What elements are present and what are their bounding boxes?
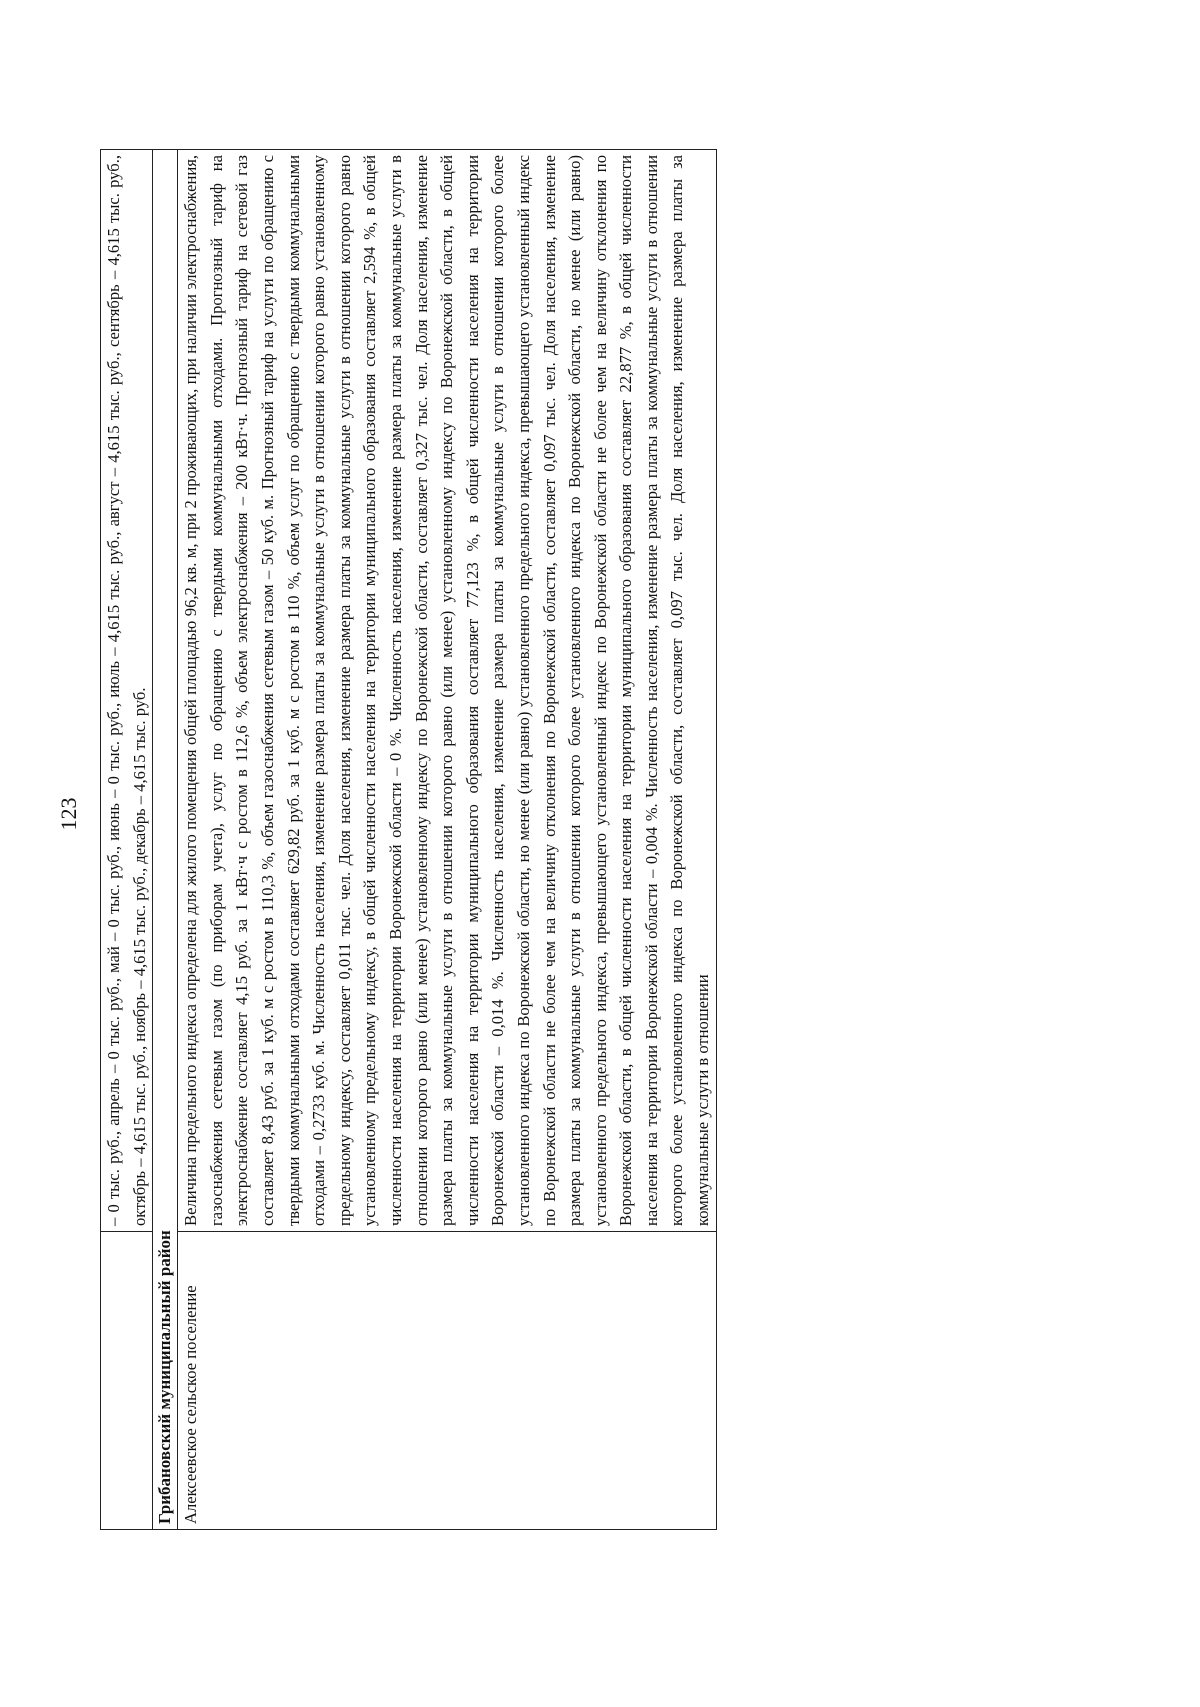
- tariff-table: [100, 149, 717, 1530]
- page-number: 123: [56, 797, 81, 831]
- empty-cell: [101, 1232, 153, 1530]
- table-row-section: [153, 150, 178, 1530]
- table-row-continuation: [101, 150, 153, 1530]
- settlement-description: Величина предельного индекса определена для жилого помещения общей площадью 96,2 кв. м, при 2 проживающих, при наличии электроснабжения, газоснабжения сетевым газом (по приборам учета), услуг по обращению с твердыми коммунальными отходами. Прогнозный тариф на электроснабжение составляет 4,15 руб. за 1 кВт·ч с ростом в 112,6 %, объем электроснабжения – 200 кВт·ч. Прогнозный тариф на сетевой газ составляет 8,43 руб. за 1 куб. м с ростом в 110,3 %, объем газоснабжения сетевым газом – 50 куб. м. Прогнозный тариф на услуги по обращению с твердыми коммунальными отходами составляет 629,82 руб. за 1 куб. м с ростом в 110 %, объем услуг по обращению с твердыми коммунальными отходами – 0,2733 куб. м. Численность населения, изменение размера платы за коммунальные услуги в отношении которого равно установленному предельному индексу, составляет 0,011 тыс. чел. Доля населения, изменение размера платы за коммунальные услуги в отношении которого равно установленному предельному индексу, в общей численности населения на территории муниципального образования составляет 2,594 %, в общей численности населения на территории Воронежской области – 0 %. Численность населения, изменение размера платы за коммунальные услуги в отношении которого равно (или менее) установленному индексу по Воронежской области, составляет 0,327 тыс. чел. Доля населения, изменение размера платы за коммунальные услуги в отношении которого равно (или менее) установленному индексу по Воронежской области, в общей численности населения на территории муниципального образования составляет 77,123 %, в общей численности населения на территории Воронежской области – 0,014 %. Численность населения, изменение размера платы за коммунальные услуги в отношении которого более установленного индекса по Воронежской области, но менее (или равно) установленного предельного индекса, превышающего установленный индекс по Воронежской области не более чем на величину отклонения по Воронежской области, составляет 0,097 тыс. чел. Доля населения, изменение размера платы за коммунальные услуги в отношении которого более установленного индекса по Воронежской области, но менее (или равно) установленного предельного индекса, превышающего установленный индекс по Воронежской области не более чем на величину отклонения по Воронежской области, в общей численности населения на территории муниципального образования составляет 22,877 %, в общей численности населения на территории Воронежской области – 0,004 %. Численность населения, изменение размера платы за коммунальные услуги в отношении которого более установленного индекса по Воронежской области, составляет 0,097 тыс. чел. Доля населения, изменение размера платы за коммунальные услуги в отношении: [178, 150, 716, 1232]
- section-title: Грибановский муниципальный район: [153, 150, 178, 1530]
- table-row: [178, 150, 716, 1530]
- rotated-table-container: [100, 150, 1000, 1530]
- settlement-name: Алексеевское сельское поселение: [178, 1232, 716, 1530]
- continuation-text: – 0 тыс. руб., апрель – 0 тыс. руб., май – 0 тыс. руб., июнь – 0 тыс. руб., июль – 4,615 тыс. руб., август – 4,615 тыс. руб., сентябрь – 4,615 тыс. руб., октябрь – 4,615 тыс. руб., ноябрь – 4,615 тыс. руб., декабрь – 4,615 тыс. руб.: [101, 150, 153, 1232]
